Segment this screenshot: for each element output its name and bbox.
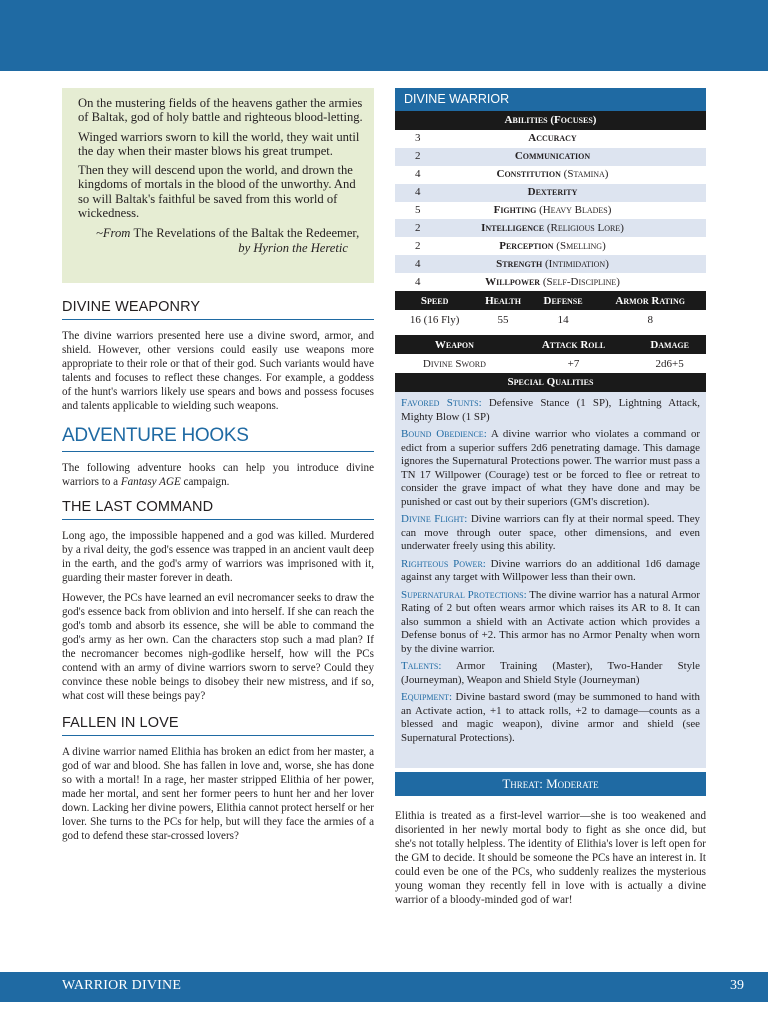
weapon-value: 2d6+5 (633, 354, 706, 373)
special-qualities (395, 392, 706, 768)
quality-label: Supernatural Protections: (401, 588, 527, 601)
ability-name: Willpower (Self-Discipline) (439, 273, 706, 291)
fallen-paragraph-1: A divine warrior named Elithia has broken an edict from her master, a god of war and blood. She has fallen in love and, worse, she has done so with a mortal! In a rage, her master stripped Elithia of her power, made her mortal, and sent her former peers to hunt her and her lover down. Lacking her divine powers, Elithia cannot protect herself or her lover. She turns to the PCs for help, but will they face the armies of a god to defend these star-crossed lovers? (62, 746, 374, 842)
quality-entry (401, 558, 700, 585)
statblock-title: DIVINE WARRIOR (395, 88, 706, 111)
quality-text: Defensive Stance (1 SP), Lightning Attack, Mighty Blow (1 SP) (401, 397, 700, 423)
quality-entry (401, 589, 700, 657)
quality-label: Talents: (401, 660, 442, 673)
quality-label: Equipment: (401, 691, 453, 704)
quality-entry (401, 691, 700, 745)
ability-name: Intelligence (Religious Lore) (439, 219, 706, 237)
heading-fallen-in-love: FALLEN IN LOVE (62, 715, 374, 736)
heading-adventure-hooks: ADVENTURE HOOKS (62, 425, 374, 452)
last-command-paragraph-2: However, the PCs have learned an evil necromancer seeks to draw the god's essence back from oblivion and into herself. If she can reach the god's tomb and absorb its essence, she will be able to command the god's army as her own. Can the characters stop such a mad plan? If the necromancer becomes nigh-godlike herself, how will the PCs contend with an army of divine warriors sworn to serve? Could they convince these noble beings to disobey their new mistress, and if so, what cost will these beings pay? (62, 592, 374, 702)
ability-row (395, 237, 706, 255)
ability-row (395, 273, 706, 291)
ability-value: 4 (395, 273, 439, 291)
top-banner (0, 0, 768, 71)
quality-label: Bound Obedience: (401, 428, 487, 441)
quality-text: A divine warrior who violates a command or edict from a superior suffers 2d6 penetrating damage. This damage ignores the Supernatural Protections power. The warrior must pass a TN 17 Willpower (Courage) test or be forced to flee or retreat to consider the grave impact of what they have done and may be punished or cast out by their superiors (GM's discretion). (401, 428, 701, 508)
stat-value: 16 (16 Fly) (395, 310, 474, 329)
fallen-paragraph-2: Elithia is treated as a first-level warrior—she is too weakened and disoriented in her newly mortal body to fight as she once did, but she's not totally helpless. The identity of Elithia's lover is left open for the GM to decide. It should be someone the PCs have an interest in. It could even be one of the PCs, who suddenly realizes the mysterious young woman they recently fell in love with is actually a divine warrior of a bloody-minded god of war! (395, 810, 706, 907)
ability-value: 2 (395, 148, 439, 166)
quality-text: The divine warrior has a natural Armor Rating of 2 but often wears armor which raises its AR to 8. It can also summon a shield with an Activate action which provides a Defense bonus of +2. This armor has no Armor Penalty when worn by the divine warrior. (401, 588, 701, 655)
hooks-intro: The following adventure hooks can help you introduce divine warriors to a Fantasy AGE campaign. (62, 462, 374, 488)
weapons-table (395, 335, 706, 373)
ability-value: 5 (395, 202, 439, 220)
ability-name: Communication (439, 148, 706, 166)
weapon-value: Divine Sword (395, 354, 514, 373)
quote-author: by Hyrion the Heretic (238, 240, 348, 255)
stat-header: Defense (532, 291, 595, 310)
quality-entry (401, 660, 700, 687)
ability-value: 3 (395, 130, 439, 148)
stat-value: 55 (474, 310, 531, 329)
weapon-header: Weapon (395, 335, 514, 354)
quote-paragraph-1: On the mustering fields of the heavens gather the armies of Baltak, god of holy battle and righteous blood-letting. (78, 96, 363, 125)
footer-bar (0, 972, 768, 1002)
quality-entry (401, 428, 700, 509)
quote-attribution (78, 226, 364, 255)
left-column (62, 88, 374, 849)
ability-value: 2 (395, 237, 439, 255)
quote-from-prefix: ~From (96, 226, 131, 241)
footer-title: WARRIOR DIVINE (62, 978, 182, 993)
threat-level: Threat: Moderate (395, 772, 706, 796)
ability-row (395, 219, 706, 237)
ability-row (395, 255, 706, 273)
right-column (395, 88, 706, 913)
quality-label: Divine Flight: (401, 513, 468, 526)
ability-value: 2 (395, 219, 439, 237)
heading-divine-weaponry: DIVINE WEAPONRY (62, 299, 374, 320)
ability-row (395, 130, 706, 148)
quality-entry (401, 397, 700, 424)
ability-name: Dexterity (439, 184, 706, 202)
ability-value: 4 (395, 255, 439, 273)
ability-focus: (Stamina) (563, 168, 609, 181)
heading-last-command: THE LAST COMMAND (62, 499, 374, 520)
stat-header: Armor Rating (594, 291, 706, 310)
special-qualities-header: Special Qualities (395, 373, 706, 392)
ability-focus: (Intimidation) (545, 257, 609, 270)
ability-name: Strength (Intimidation) (439, 255, 706, 273)
last-command-paragraph-1: Long ago, the impossible happened and a god was killed. Murdered by a rival deity, the god's essence was trapped in an ancient vault deep in the earth, and the god's army of warriors was imprisoned with it, guarding their master forever in death. (62, 530, 374, 584)
ability-row (395, 148, 706, 166)
stat-header: Health (474, 291, 531, 310)
ability-value: 4 (395, 166, 439, 184)
ability-focus: (Religious Lore) (546, 221, 624, 234)
epigraph-quote (62, 88, 374, 283)
quality-entry (401, 513, 700, 554)
ability-focus: (Heavy Blades) (539, 204, 612, 216)
ability-name: Accuracy (439, 130, 706, 148)
quality-text: Divine bastard sword (may be summoned to hand with an Activate action, +1 to attack rolls, +2 to damage—counts as a blessed and magic weapon), divine armor and shield (see Supernatural Protections). (401, 691, 700, 744)
quality-text: Armor Training (Master), Two-Hander Style (Journeyman), Weapon and Shield Style (Journeyman) (401, 660, 700, 686)
abilities-header: Abilities (Focuses) (395, 111, 706, 130)
ability-name: Constitution (Stamina) (439, 166, 706, 184)
quote-paragraph-2: Winged warriors sworn to kill the world, they wait until the day when their master blows his great trumpet. (78, 129, 360, 158)
quality-text: Divine warriors can fly at their normal speed. They can move through outer space, other dimensions, and even underwater freely using this ability. (401, 513, 700, 553)
weapon-header: Attack Roll (514, 335, 633, 354)
quality-label: Favored Stunts: (401, 397, 482, 410)
ability-name: Perception (Smelling) (439, 237, 706, 255)
stat-value: 14 (532, 310, 595, 329)
ability-name: Fighting (Heavy Blades) (439, 202, 706, 220)
ability-focus: (Smelling) (556, 239, 606, 252)
quote-paragraph-3: Then they will descend upon the world, and drown the kingdoms of mortals in the blood of the unworthy. And so will Baltak's faithful be saved from this world of wickedness. (78, 163, 356, 221)
weaponry-paragraph: The divine warriors presented here use a divine sword, armor, and shield. However, other versions could easily use weapons more appropriate to their role or that of their god. Such variants would have talents and focuses to reflect these changes. For example, a goddess of the hunt's warriors likely use spears and bows and possess focuses and talents applicable to wielding such weapons. (62, 330, 374, 412)
stat-header: Speed (395, 291, 474, 310)
page-number: 39 (730, 978, 744, 993)
abilities-table (395, 130, 706, 291)
quality-label: Righteous Power: (401, 557, 486, 570)
stat-value: 8 (594, 310, 706, 329)
quality-text: Divine warriors do an additional 1d6 damage against any target with Willpower less than their own. (401, 557, 700, 584)
ability-row (395, 166, 706, 184)
game-title: Fantasy AGE (120, 476, 181, 488)
quote-source-title: The Revelations of the Baltak the Redeemer, (133, 226, 360, 241)
ability-row (395, 202, 706, 220)
combat-stats-table (395, 291, 706, 329)
weapon-header: Damage (633, 335, 706, 354)
ability-row (395, 184, 706, 202)
weapon-value: +7 (514, 354, 633, 373)
ability-focus: (Self-Discipline) (542, 275, 620, 288)
ability-value: 4 (395, 184, 439, 202)
